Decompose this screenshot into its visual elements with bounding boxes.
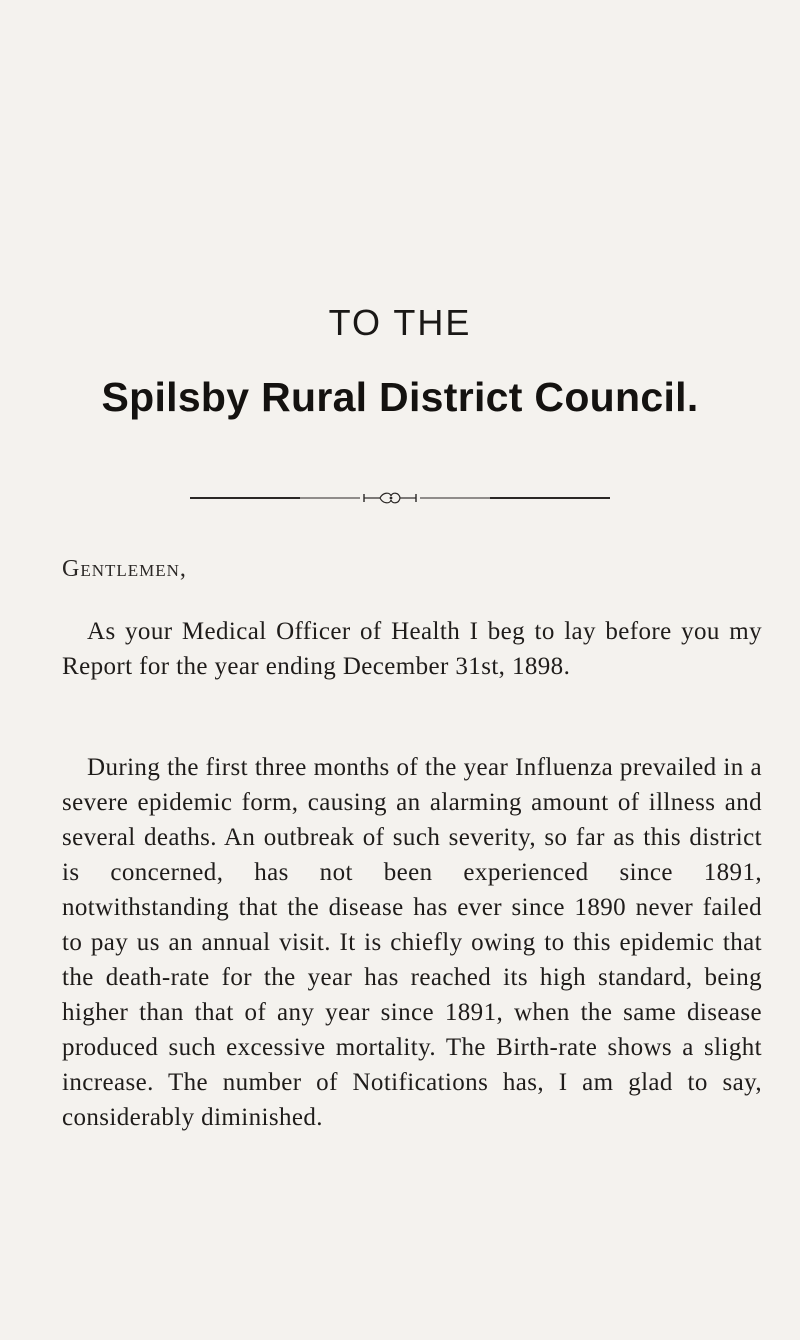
heading-to-the: TO THE: [328, 302, 472, 343]
ornamental-rule-icon: [190, 491, 610, 505]
salutation: Gentlemen,: [62, 556, 187, 582]
paragraph-intro: As your Medical Officer of Health I beg to lay before you my Report for the year ending December 31st, 1898.: [62, 618, 762, 680]
paragraph-influenza: During the first three months of the year Influenza prevailed in a severe epidemic form, causing an alarming amount of illness and several deaths. An outbreak of such severity, so far as this district is concerned, has not been experienced since 1891, notwithstanding that the disease has ever since 1890 never failed to pay us an annual visit. It is chiefly owing to this epidemic that the death-rate for the year has reached its high standard, being higher than that of any year since 1891, when the same disease produced such excessive mortality. The Birth-rate shows a slight increase. The number of Notifications has, I am glad to say, considerably diminished.: [62, 754, 762, 1131]
heading-council-name: Spilsby Rural District Council.: [101, 374, 699, 420]
